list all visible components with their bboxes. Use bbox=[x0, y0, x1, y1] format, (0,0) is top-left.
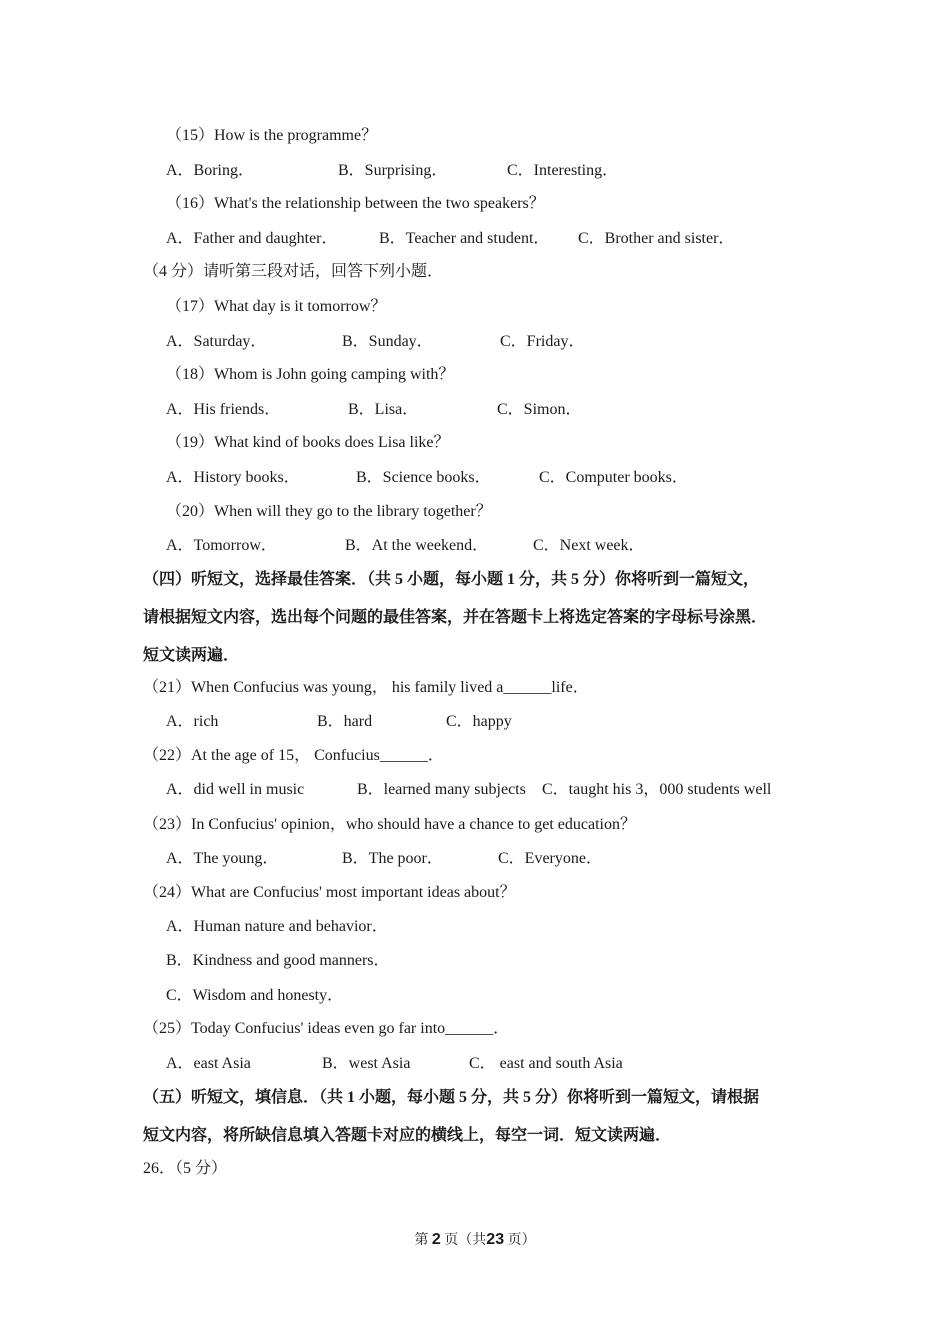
q20-option-b: B．At the weekend． bbox=[345, 537, 489, 554]
section5-heading-line2: 短文内容，将所缺信息填入答题卡对应的横线上，每空一词．短文读两遍． bbox=[143, 1127, 672, 1144]
q15-option-b: B．Surprising． bbox=[338, 162, 448, 179]
question-22: （22）At the age of 15， Confucius______． bbox=[143, 747, 444, 764]
q17-option-c: C．Friday． bbox=[500, 333, 585, 350]
question-18: （18）Whom is John going camping with？ bbox=[166, 366, 455, 383]
q18-option-a: A．His friends． bbox=[166, 401, 281, 418]
q22-option-a: A．did well in music bbox=[166, 781, 305, 798]
footer-prefix: 第 bbox=[414, 1233, 429, 1248]
section5-heading-line1: （五）听短文，填信息．（共 1 小题，每小题 5 分，共 5 分）你将听到一篇短文，请根据 bbox=[143, 1089, 760, 1106]
question-21: （21）When Confucius was young， his family lived a______life． bbox=[143, 679, 589, 696]
q19-option-a: A．History books． bbox=[166, 469, 300, 486]
q15-option-c: C．Interesting． bbox=[507, 162, 619, 179]
question-25: （25）Today Confucius' ideas even go far into______． bbox=[143, 1020, 510, 1037]
q23-option-a: A．The young． bbox=[166, 850, 279, 867]
q25-option-b: B．west Asia bbox=[322, 1055, 411, 1072]
q22-option-c: C．taught his 3，000 students well bbox=[542, 781, 772, 798]
q20-option-a: A．Tomorrow． bbox=[166, 537, 277, 554]
question-24: （24）What are Confucius' most important ideas about？ bbox=[143, 884, 516, 901]
q15-option-a: A．Boring． bbox=[166, 162, 255, 179]
q23-option-c: C．Everyone． bbox=[498, 850, 602, 867]
q22-option-b: B．learned many subjects bbox=[357, 781, 526, 798]
question-26: 26．（5 分） bbox=[143, 1160, 228, 1177]
q16-option-a: A．Father and daughter． bbox=[166, 230, 338, 247]
q16-option-c: C．Brother and sister． bbox=[578, 230, 735, 247]
section4-heading-line3: 短文读两遍． bbox=[143, 647, 240, 664]
q24-option-b: B．Kindness and good manners． bbox=[166, 952, 390, 969]
q17-option-a: A．Saturday． bbox=[166, 333, 267, 350]
footer-suffix: 页） bbox=[507, 1233, 536, 1248]
question-19: （19）What kind of books does Lisa like？ bbox=[166, 434, 450, 451]
section4-heading-line1: （四）听短文，选择最佳答案．（共 5 小题，每小题 1 分，共 5 分）你将听到一篇短文， bbox=[143, 571, 760, 588]
q19-option-c: C．Computer books． bbox=[539, 469, 688, 486]
q24-option-a: A．Human nature and behavior． bbox=[166, 918, 388, 935]
q17-option-b: B．Sunday． bbox=[342, 333, 433, 350]
q18-option-c: C．Simon． bbox=[497, 401, 582, 418]
q25-option-a: A．east Asia bbox=[166, 1055, 251, 1072]
q21-option-c: C．happy bbox=[446, 713, 512, 730]
question-17: （17）What day is it tomorrow？ bbox=[166, 298, 387, 315]
q21-option-a: A．rich bbox=[166, 713, 219, 730]
section4-heading-line2: 请根据短文内容，选出每个问题的最佳答案，并在答题卡上将选定答案的字母标号涂黑． bbox=[143, 609, 768, 626]
question-15: （15）How is the programme？ bbox=[166, 127, 378, 144]
part3-instruction: （4 分）请听第三段对话，回答下列小题． bbox=[143, 263, 444, 280]
footer-total-pages: 23 bbox=[486, 1231, 505, 1248]
page-footer bbox=[0, 1229, 950, 1252]
footer-page-number: 2 bbox=[431, 1231, 441, 1248]
q25-option-c: C． east and south Asia bbox=[469, 1055, 623, 1072]
footer-mid: 页（共 bbox=[444, 1233, 487, 1248]
q19-option-b: B．Science books． bbox=[356, 469, 491, 486]
q24-option-c: C．Wisdom and honesty． bbox=[166, 987, 344, 1004]
question-23: （23）In Confucius' opinion，who should have a chance to get education？ bbox=[143, 816, 637, 833]
question-20: （20）When will they go to the library together？ bbox=[166, 503, 492, 520]
question-16: （16）What's the relationship between the two speakers？ bbox=[166, 195, 545, 212]
q23-option-b: B．The poor． bbox=[342, 850, 443, 867]
q20-option-c: C．Next week． bbox=[533, 537, 645, 554]
q18-option-b: B．Lisa． bbox=[348, 401, 419, 418]
q16-option-b: B．Teacher and student． bbox=[379, 230, 550, 247]
q21-option-b: B．hard bbox=[317, 713, 373, 730]
